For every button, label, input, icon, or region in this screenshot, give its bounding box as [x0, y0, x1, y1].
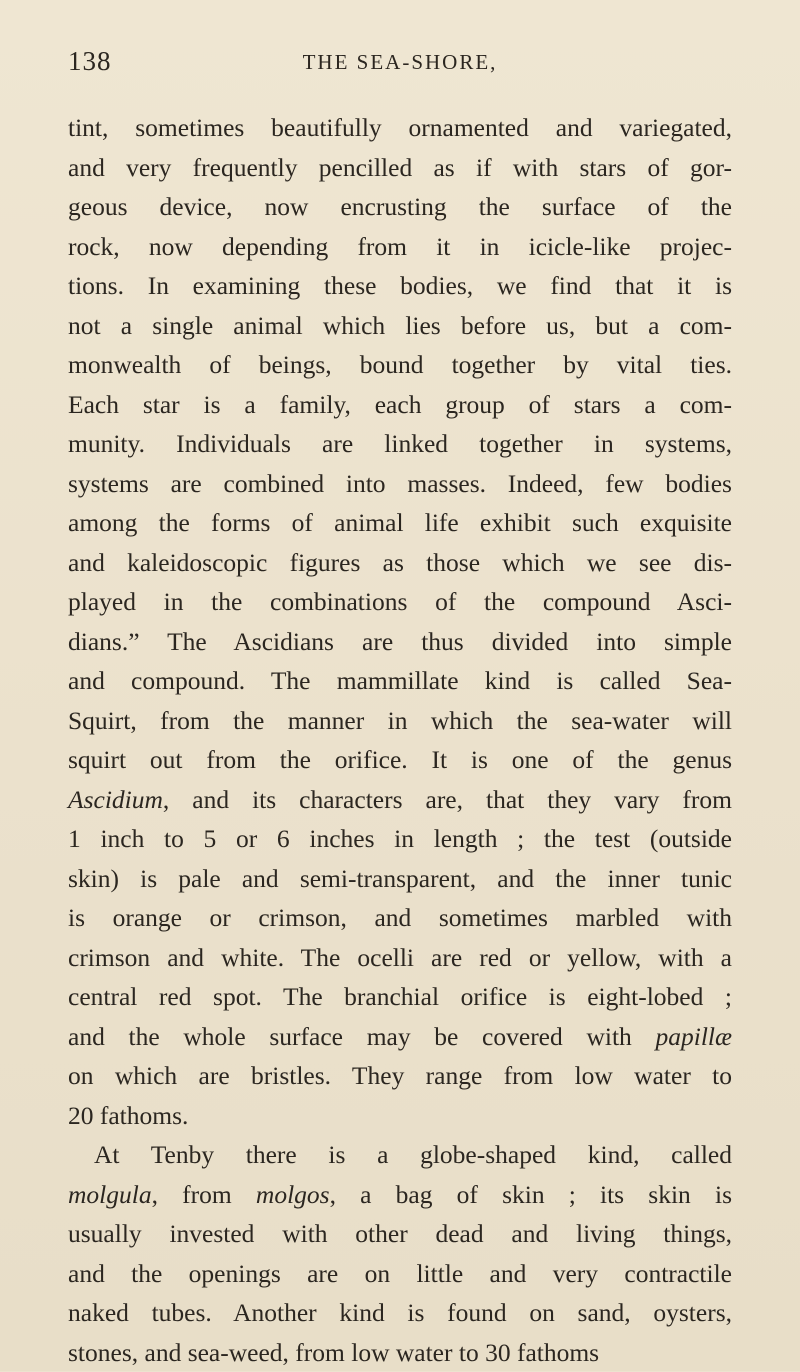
italic-term: Ascidium — [68, 785, 163, 814]
text-run: is orange or crimson, and sometimes marbled with — [68, 903, 732, 932]
text-line — [68, 266, 732, 306]
text-run: among the forms of animal life exhibit such exquisite — [68, 508, 732, 537]
text-line — [68, 740, 732, 780]
text-line — [68, 1096, 732, 1136]
italic-term: molgula — [68, 1180, 152, 1209]
text-line — [68, 780, 732, 820]
text-line — [68, 306, 732, 346]
text-line — [68, 503, 732, 543]
text-run: dians.” The Ascidians are thus divided into simple — [68, 627, 732, 656]
text-line — [68, 622, 732, 662]
text-line — [68, 898, 732, 938]
text-line — [68, 187, 732, 227]
text-run: central red spot. The branchial orifice is eight-lobed ; — [68, 982, 732, 1011]
text-line — [68, 385, 732, 425]
text-run: , and its characters are, that they vary from — [163, 785, 732, 814]
text-line — [68, 1135, 732, 1175]
text-line — [68, 464, 732, 504]
text-run: Squirt, from the manner in which the sea-water will — [68, 706, 732, 735]
text-run: stones, and sea-weed, from low water to 30 fathoms — [68, 1338, 599, 1367]
text-line — [68, 108, 732, 148]
text-line — [68, 543, 732, 583]
text-run: rock, now depending from it in icicle-like projec- — [68, 232, 732, 261]
text-line — [68, 1214, 732, 1254]
text-run: crimson and white. The ocelli are red or yellow, with a — [68, 943, 732, 972]
text-line — [68, 1175, 732, 1215]
text-line — [68, 148, 732, 188]
text-line — [68, 1017, 732, 1057]
text-line — [68, 819, 732, 859]
text-line — [68, 227, 732, 267]
text-run: and the openings are on little and very contractile — [68, 1259, 732, 1288]
text-run: 1 inch to 5 or 6 inches in length ; the test (outside — [68, 824, 732, 853]
page-header — [68, 46, 732, 86]
text-line — [68, 977, 732, 1017]
text-run: squirt out from the orifice. It is one of the genus — [68, 745, 732, 774]
running-title: THE SEA-SHORE, — [68, 50, 732, 75]
text-run: not a single animal which lies before us, but a com- — [68, 311, 732, 340]
text-run: At Tenby there is a globe-shaped kind, called — [94, 1140, 732, 1169]
text-line — [68, 938, 732, 978]
text-line — [68, 661, 732, 701]
text-line — [68, 1333, 732, 1372]
text-run: munity. Individuals are linked together in systems, — [68, 429, 732, 458]
text-line — [68, 345, 732, 385]
text-run: and very frequently pencilled as if with stars of gor- — [68, 153, 732, 182]
body-text — [68, 108, 732, 1372]
text-run: naked tubes. Another kind is found on sand, oysters, — [68, 1298, 732, 1327]
text-run: and compound. The mammillate kind is called Sea- — [68, 666, 732, 695]
text-run: played in the combinations of the compound Asci- — [68, 587, 732, 616]
italic-term: molgos — [256, 1180, 330, 1209]
text-run: tint, sometimes beautifully ornamented and variegated, — [68, 113, 732, 142]
text-line — [68, 1056, 732, 1096]
text-run: on which are bristles. They range from low water to — [68, 1061, 732, 1090]
text-line — [68, 1254, 732, 1294]
text-run: , from — [152, 1180, 256, 1209]
text-run: geous device, now encrusting the surface of the — [68, 192, 732, 221]
text-run: systems are combined into masses. Indeed, few bodies — [68, 469, 732, 498]
text-run: tions. In examining these bodies, we find that it is — [68, 271, 732, 300]
text-line — [68, 582, 732, 622]
text-run: 20 fathoms. — [68, 1101, 188, 1130]
text-line — [68, 1293, 732, 1333]
text-run: skin) is pale and semi-transparent, and the inner tunic — [68, 864, 732, 893]
text-line — [68, 859, 732, 899]
text-run: usually invested with other dead and living things, — [68, 1219, 732, 1248]
text-run: and the whole surface may be covered with — [68, 1022, 655, 1051]
page-number: 138 — [68, 46, 112, 77]
text-line — [68, 424, 732, 464]
text-run: and kaleidoscopic figures as those which we see dis- — [68, 548, 732, 577]
text-run: Each star is a family, each group of stars a com- — [68, 390, 732, 419]
text-run: , a bag of skin ; its skin is — [330, 1180, 732, 1209]
text-run: monwealth of beings, bound together by vital ties. — [68, 350, 732, 379]
text-line — [68, 701, 732, 741]
italic-term: papillæ — [655, 1022, 732, 1051]
